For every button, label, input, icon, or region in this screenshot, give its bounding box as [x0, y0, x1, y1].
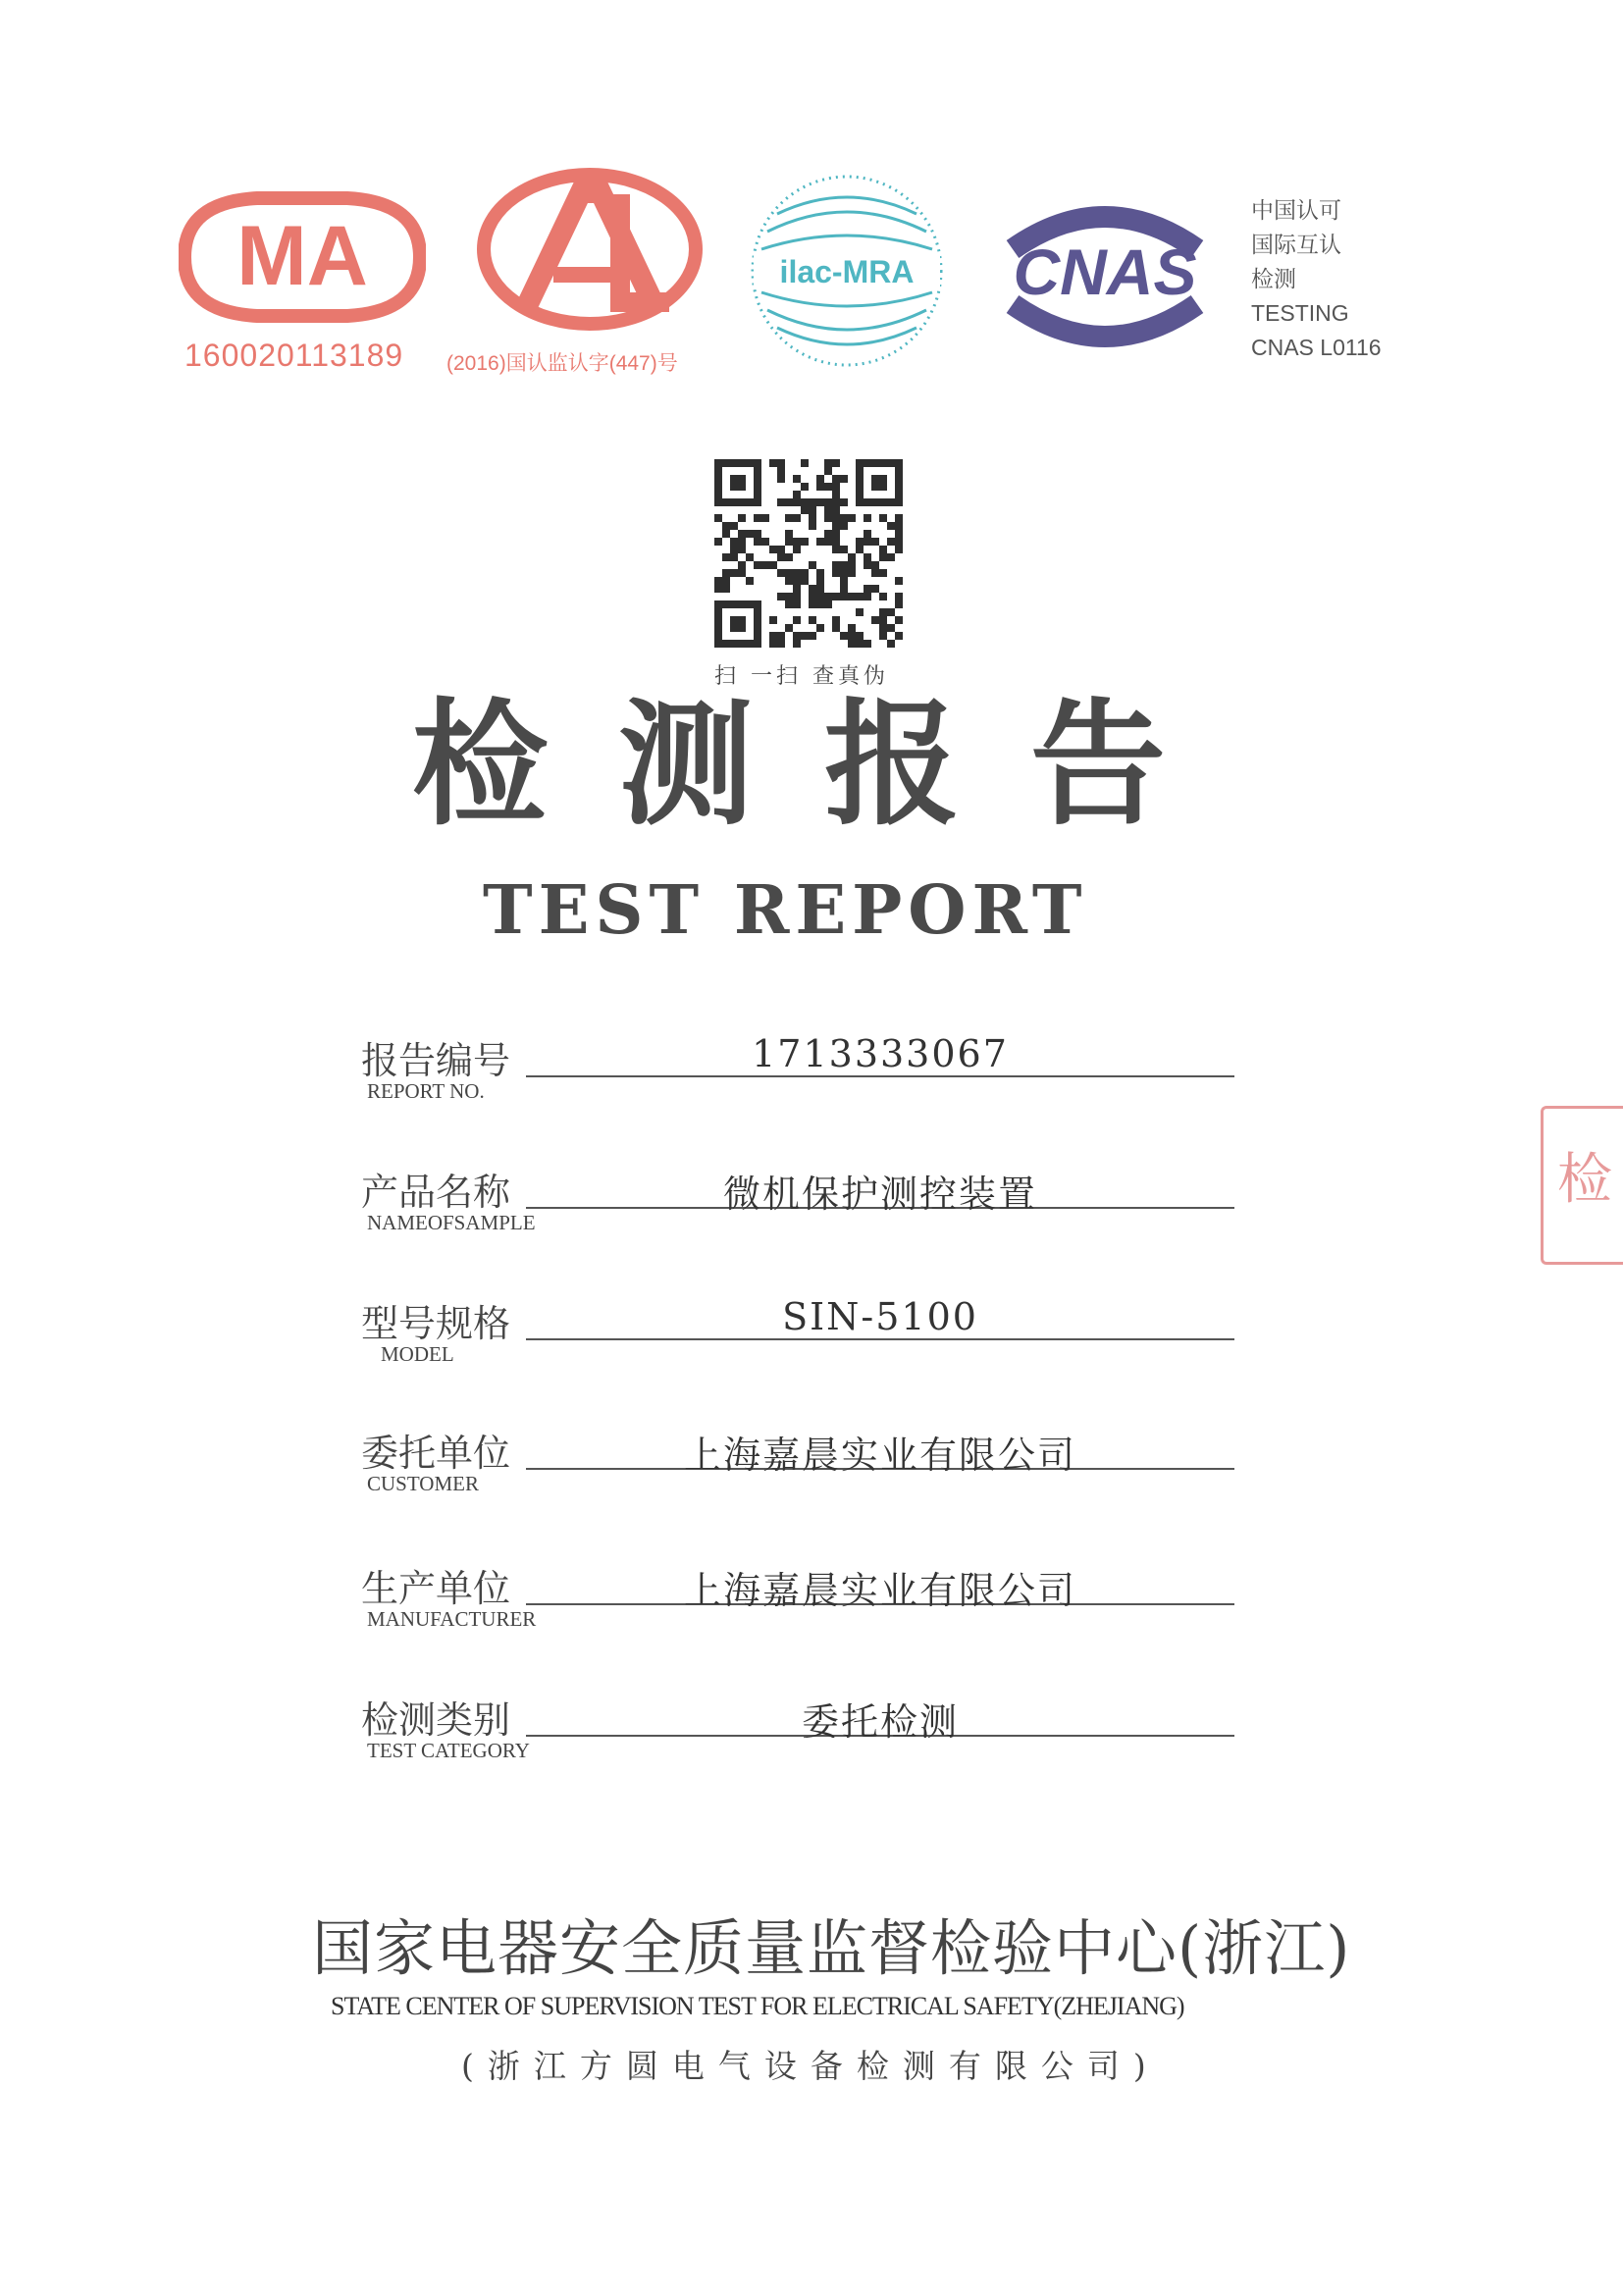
qr-module [801, 459, 809, 467]
qr-module [801, 483, 809, 491]
organization-subtitle: (浙江方圆电气设备检测有限公司) [461, 2047, 1160, 2085]
qr-module [864, 640, 871, 648]
qr-module [738, 569, 746, 577]
cnas-info-line: CNAS L0116 [1251, 335, 1382, 360]
qr-module [840, 585, 848, 593]
qr-module [738, 561, 746, 569]
qr-module [824, 483, 832, 491]
qr-module [785, 600, 793, 608]
qr-module [856, 608, 864, 616]
cnas-logo [991, 192, 1219, 361]
qr-module [895, 632, 903, 640]
field-label-cn: 检测类别 [361, 1698, 511, 1742]
qr-module [801, 498, 809, 506]
qr-module [824, 506, 832, 514]
qr-module [785, 553, 793, 561]
qr-module [714, 538, 722, 546]
qr-module [848, 632, 856, 640]
cnas-info-line: 检测 [1251, 266, 1296, 291]
qr-module [722, 577, 730, 585]
qr-module [785, 569, 793, 577]
report-title-en: TEST REPORT [483, 871, 1088, 950]
qr-module [754, 530, 761, 538]
seal-stamp [1541, 1106, 1623, 1265]
qr-module [793, 475, 801, 483]
field-label-en: MODEL [381, 1342, 454, 1366]
qr-module [714, 577, 722, 585]
qr-module [871, 569, 879, 577]
qr-module [809, 632, 816, 640]
field-report-no [361, 1030, 1234, 1109]
qr-module [856, 632, 864, 640]
qr-module [848, 640, 856, 648]
qr-module [769, 459, 777, 467]
field-label-en: CUSTOMER [367, 1472, 479, 1495]
cma-number: 160020113189 [184, 338, 404, 373]
field-label-cn: 型号规格 [361, 1302, 511, 1345]
qr-module [848, 553, 856, 561]
qr-module [754, 514, 761, 522]
seal-text: 检 [1557, 1148, 1612, 1212]
qr-module [777, 640, 785, 648]
qr-module [840, 569, 848, 577]
qr-module [769, 632, 777, 640]
qr-module [879, 608, 887, 616]
qr-module [761, 561, 769, 569]
field-label-cn: 产品名称 [361, 1171, 511, 1214]
qr-module [832, 616, 840, 624]
field-manufacturer [361, 1558, 1234, 1637]
qr-module [816, 593, 824, 600]
qr-module [832, 522, 840, 530]
qr-module [809, 616, 816, 624]
qr-module [777, 569, 785, 577]
qr-module [777, 459, 785, 467]
qr-module [722, 522, 730, 530]
qr-module [809, 561, 816, 569]
qr-module [895, 522, 903, 530]
qr-module [824, 530, 832, 538]
qr-module [809, 593, 816, 600]
qr-module [879, 514, 887, 522]
qr-module [832, 459, 840, 467]
qr-module [832, 593, 840, 600]
qr-module [840, 475, 848, 483]
qr-module [777, 632, 785, 640]
field-underline [526, 1338, 1234, 1340]
cnas-info-line: 国际互认 [1251, 232, 1341, 257]
qr-module [809, 514, 816, 522]
qr-module [761, 514, 769, 522]
qr-module [832, 546, 840, 553]
qr-module [879, 624, 887, 632]
cnas-info-line: 中国认可 [1251, 197, 1341, 223]
qr-module [887, 538, 895, 546]
qr-module [785, 514, 793, 522]
qr-module [895, 593, 903, 600]
field-sample-name [361, 1162, 1234, 1240]
qr-module [801, 577, 809, 585]
qr-module [722, 569, 730, 577]
qr-module [793, 569, 801, 577]
qr-module [832, 569, 840, 577]
qr-module [840, 546, 848, 553]
field-label-en: REPORT NO. [367, 1079, 485, 1103]
qr-module [769, 616, 777, 624]
qr-module [887, 624, 895, 632]
qr-module [777, 467, 785, 475]
qr-module [887, 608, 895, 616]
qr-module [793, 593, 801, 600]
field-test-category [361, 1690, 1234, 1768]
qr-module [824, 459, 832, 467]
qr-module [785, 538, 793, 546]
qr-module [895, 546, 903, 553]
qr-module [793, 491, 801, 498]
qr-module [793, 632, 801, 640]
qr-module [879, 593, 887, 600]
qr-module [777, 475, 785, 483]
qr-module [809, 506, 816, 514]
qr-module [816, 569, 824, 577]
qr-module [809, 498, 816, 506]
qr-module [738, 546, 746, 553]
qr-module [840, 514, 848, 522]
qr-module [769, 546, 777, 553]
qr-module [793, 616, 801, 624]
qr-module [848, 624, 856, 632]
qr-module [722, 530, 730, 538]
cma-logo-text: MA [236, 209, 368, 303]
qr-module [895, 616, 903, 624]
qr-module [895, 514, 903, 522]
qr-module [777, 546, 785, 553]
qr-module [824, 538, 832, 546]
qr-module [864, 585, 871, 593]
qr-module [824, 514, 832, 522]
qr-module [816, 624, 824, 632]
qr-module [746, 530, 754, 538]
qr-module [879, 569, 887, 577]
field-label-cn: 报告编号 [361, 1039, 511, 1082]
qr-module [879, 546, 887, 553]
qr-module [816, 600, 824, 608]
qr-module [730, 569, 738, 577]
qr-module [738, 514, 746, 522]
qr-module [848, 569, 856, 577]
qr-module [793, 577, 801, 585]
qr-module [769, 561, 777, 569]
qr-module [895, 600, 903, 608]
qr-module [832, 538, 840, 546]
qr-module [840, 498, 848, 506]
qr-module [809, 585, 816, 593]
ilac-mra-text: ilac-MRA [779, 254, 915, 289]
qr-code[interactable] [714, 459, 903, 648]
field-label-en: TEST CATEGORY [367, 1739, 530, 1762]
qr-module [730, 522, 738, 530]
qr-module [738, 530, 746, 538]
qr-module [832, 530, 840, 538]
field-value: 上海嘉晨实业有限公司 [683, 1434, 1076, 1477]
qr-module [895, 577, 903, 585]
qr-caption: 扫 一扫 查真伪 [714, 664, 889, 689]
qr-module [856, 538, 864, 546]
qr-module [840, 593, 848, 600]
qr-module [746, 577, 754, 585]
qr-module [793, 498, 801, 506]
qr-module [840, 522, 848, 530]
qr-module [832, 624, 840, 632]
field-label-cn: 委托单位 [361, 1432, 511, 1475]
qr-module [864, 514, 871, 522]
qr-module [864, 593, 871, 600]
qr-module [832, 491, 840, 498]
report-title-cn: 检测报告 [412, 684, 1237, 844]
cal-logo [473, 165, 707, 334]
qr-module [816, 483, 824, 491]
qr-module [864, 530, 871, 538]
qr-module [785, 530, 793, 538]
qr-module [801, 506, 809, 514]
organization-name-cn: 国家电器安全质量监督检验中心(浙江) [312, 1912, 1351, 1984]
qr-module [816, 475, 824, 483]
qr-module [793, 546, 801, 553]
qr-module [848, 514, 856, 522]
qr-module [754, 561, 761, 569]
qr-module [887, 640, 895, 648]
qr-module [746, 553, 754, 561]
qr-module [879, 553, 887, 561]
field-value: 委托检测 [801, 1700, 959, 1744]
qr-module [785, 593, 793, 600]
qr-module [832, 483, 840, 491]
qr-module [793, 514, 801, 522]
qr-module [840, 577, 848, 585]
qr-module [895, 538, 903, 546]
qr-module [793, 585, 801, 593]
field-value: 上海嘉晨实业有限公司 [683, 1569, 1076, 1612]
field-value: 1713333067 [752, 1032, 1009, 1075]
qr-module [738, 538, 746, 546]
field-label-cn: 生产单位 [361, 1567, 511, 1610]
qr-module [793, 600, 801, 608]
qr-module [856, 546, 864, 553]
qr-module [801, 632, 809, 640]
qr-module [793, 538, 801, 546]
qr-module [864, 553, 871, 561]
qr-module [871, 561, 879, 569]
qr-module [714, 514, 722, 522]
qr-module [879, 616, 887, 624]
qr-module [754, 538, 761, 546]
qr-module [730, 538, 738, 546]
qr-module [879, 632, 887, 640]
qr-module [777, 593, 785, 600]
field-value: 微机保护测控装置 [722, 1173, 1037, 1216]
qr-module [722, 585, 730, 593]
qr-module [895, 530, 903, 538]
qr-module [777, 553, 785, 561]
field-underline [526, 1075, 1234, 1077]
field-label-en: NAMEOFSAMPLE [367, 1211, 536, 1234]
qr-module [864, 538, 871, 546]
qr-module [832, 475, 840, 483]
qr-module [832, 561, 840, 569]
qr-module [840, 632, 848, 640]
ilac-mra-logo [748, 173, 946, 369]
qr-module [848, 593, 856, 600]
qr-module [785, 498, 793, 506]
field-model [361, 1293, 1234, 1372]
organization-name-en: STATE CENTER OF SUPERVISION TEST FOR ELECTRICAL SAFETY(ZHEJIANG) [331, 1992, 1184, 2020]
qr-module [871, 585, 879, 593]
qr-module [785, 577, 793, 585]
qr-module [887, 553, 895, 561]
qr-module [816, 577, 824, 585]
cnas-logo-text: CNAS [1013, 235, 1197, 308]
field-value: SIN-5100 [782, 1295, 978, 1338]
qr-module [816, 585, 824, 593]
qr-module [856, 593, 864, 600]
qr-module [832, 506, 840, 514]
qr-module [730, 553, 738, 561]
qr-module [816, 498, 824, 506]
qr-module [840, 561, 848, 569]
qr-module [824, 593, 832, 600]
qr-module [832, 514, 840, 522]
qr-module [887, 522, 895, 530]
cnas-info-line: TESTING [1251, 300, 1349, 326]
qr-module [714, 585, 722, 593]
qr-module [809, 522, 816, 530]
qr-module [824, 498, 832, 506]
qr-module [722, 553, 730, 561]
qr-module [809, 600, 816, 608]
qr-module [761, 538, 769, 546]
qr-module [816, 538, 824, 546]
qr-module [801, 569, 809, 577]
qr-module [832, 498, 840, 506]
qr-module [824, 467, 832, 475]
qr-module [864, 561, 871, 569]
field-label-en: MANUFACTURER [367, 1607, 537, 1631]
qr-module [793, 640, 801, 648]
field-customer [361, 1423, 1234, 1501]
qr-module [848, 561, 856, 569]
qr-module [871, 616, 879, 624]
cma-logo [179, 188, 426, 326]
qr-module [871, 538, 879, 546]
qr-module [801, 538, 809, 546]
qr-module [785, 624, 793, 632]
qr-module [824, 600, 832, 608]
qr-module [730, 546, 738, 553]
qr-module [777, 498, 785, 506]
qr-module [856, 640, 864, 648]
ca-number: (2016)国认监认字(447)号 [446, 352, 678, 375]
qr-module [769, 640, 777, 648]
cnas-accreditation-text [1251, 193, 1382, 365]
